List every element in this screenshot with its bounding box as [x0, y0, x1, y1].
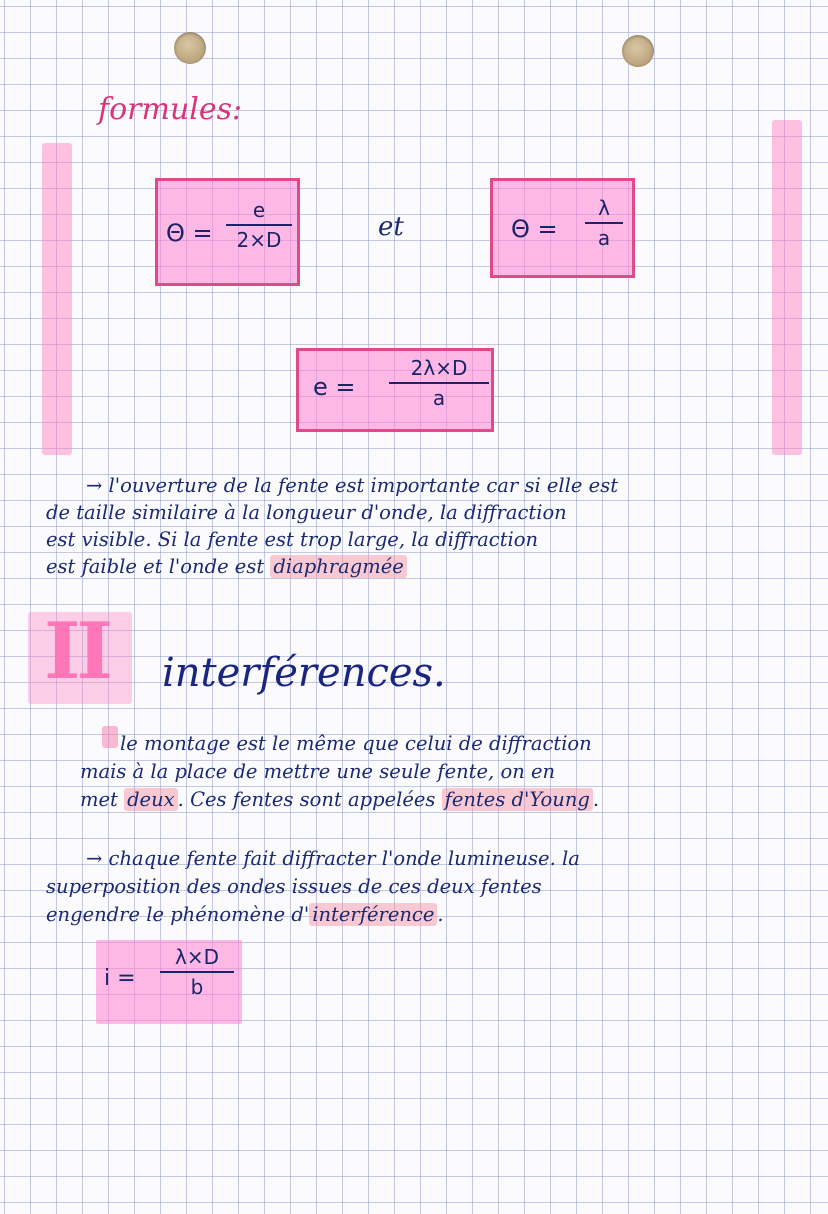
- formula-box-interfringe: [96, 940, 242, 1024]
- margin-highlight-left: [42, 143, 72, 455]
- formula3-fraction-bar: [389, 382, 489, 384]
- punch-hole-right: [622, 35, 654, 67]
- formula3-numerator: 2λ×D: [410, 356, 468, 380]
- paragraph3-line3-pre: engendre le phénomène d': [46, 903, 310, 926]
- paragraph1-line4-text: est faible et l'onde est: [46, 555, 271, 578]
- paragraph2-line3-mid: . Ces fentes sont appelées: [177, 788, 442, 811]
- formula4-denominator: b: [190, 975, 204, 999]
- punch-hole-left: [174, 32, 206, 64]
- paragraph-aperture: [46, 472, 821, 580]
- formula1-denominator: 2×D: [236, 228, 282, 252]
- paragraph1-line3: est visible. Si la fente est trop large, la diffraction: [46, 528, 539, 551]
- formula4-lhs: i =: [104, 966, 136, 991]
- paragraph3-line1: → chaque fente fait diffracter l'onde lumineuse. la: [86, 847, 580, 870]
- paragraph1-line1: → l'ouverture de la fente est importante car si elle est: [86, 474, 619, 497]
- connector-et: et: [378, 212, 404, 242]
- formula3-fraction: [389, 357, 489, 409]
- paragraph3-line3-post: .: [437, 903, 444, 926]
- formula1-lhs: Θ =: [166, 219, 213, 247]
- formulas-heading: formules:: [98, 92, 243, 127]
- formula3-lhs: e =: [313, 373, 356, 401]
- formula1-fraction-bar: [226, 224, 292, 226]
- formula1-numerator: e: [252, 198, 266, 222]
- paragraph-young: [80, 730, 825, 814]
- paragraph1-line4: [46, 553, 821, 580]
- margin-highlight-right: [772, 120, 802, 455]
- paragraph1-line2: de taille similaire à la longueur d'onde, la diffraction: [46, 501, 567, 524]
- formula1-fraction: [226, 199, 292, 251]
- formula4-fraction-bar: [160, 971, 234, 973]
- formula-box-e: [296, 348, 494, 432]
- highlight-deux: deux: [124, 788, 178, 811]
- formula3-denominator: a: [432, 386, 446, 410]
- paragraph2-line3-pre: met: [80, 788, 125, 811]
- formula2-lhs: Θ =: [511, 215, 558, 243]
- paragraph3-line3: [46, 901, 821, 929]
- formula-box-theta-e: [155, 178, 300, 286]
- highlight-diaphragmee: diaphragmée: [270, 555, 406, 578]
- formula2-numerator: λ: [598, 196, 610, 220]
- formula2-fraction: [585, 197, 623, 249]
- highlight-interference: interférence: [309, 903, 437, 926]
- paragraph2-line1: le montage est le même que celui de diffraction: [120, 732, 592, 755]
- formula2-fraction-bar: [585, 222, 623, 224]
- formula4-fraction: [160, 946, 234, 998]
- paragraph-interference: [46, 845, 821, 929]
- highlight-fentes-young: fentes d'Young: [442, 788, 593, 811]
- paragraph2-line3: [80, 786, 825, 814]
- section-title: interférences.: [162, 650, 446, 696]
- formula2-denominator: a: [597, 226, 611, 250]
- formula-box-theta-lambda: [490, 178, 635, 278]
- paragraph2-line3-post: .: [592, 788, 600, 811]
- formula4-numerator: λ×D: [175, 945, 219, 969]
- paragraph2-line2: mais à la place de mettre une seule fente, on en: [80, 760, 556, 783]
- section-numeral: II: [44, 606, 109, 697]
- paragraph3-line2: superposition des ondes issues de ces deux fentes: [46, 875, 542, 898]
